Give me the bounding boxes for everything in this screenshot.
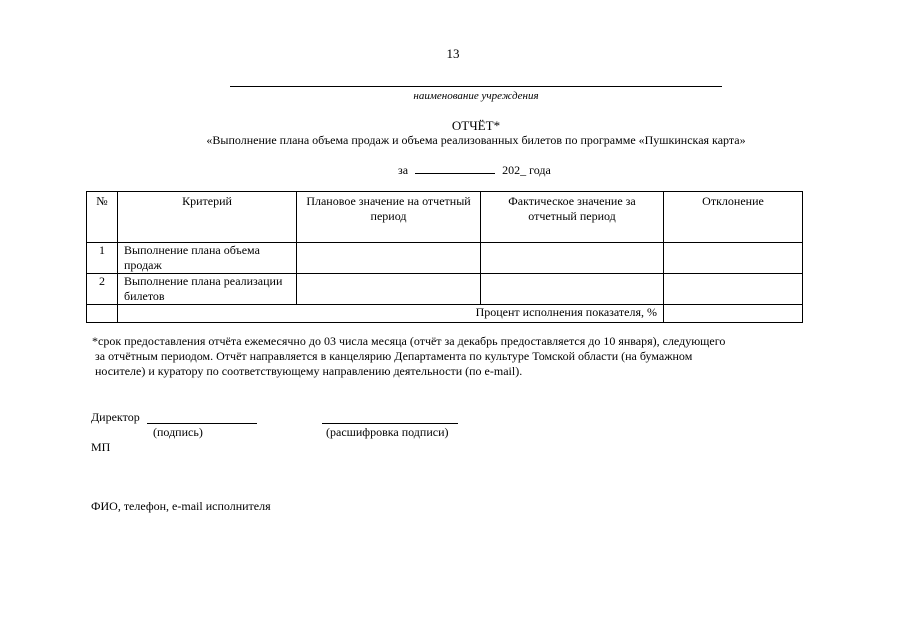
planned-value-cell — [297, 243, 481, 274]
report-table — [86, 191, 803, 323]
institution-caption: наименование учреждения — [413, 90, 539, 102]
page-number: 13 — [446, 46, 460, 61]
period-prefix: за — [398, 163, 409, 177]
institution-name-line — [230, 86, 722, 87]
table-row — [87, 243, 803, 274]
row-number: 1 — [87, 243, 118, 274]
planned-value-cell — [297, 274, 481, 305]
row-criterion: Выполнение плана объема продаж — [118, 243, 297, 274]
director-label: Директор — [91, 410, 140, 424]
deviation-cell — [664, 274, 803, 305]
total-spacer-cell — [87, 305, 118, 323]
header-criterion: Критерий — [118, 192, 297, 243]
report-title: ОТЧЁТ* — [451, 118, 501, 133]
deviation-cell — [664, 243, 803, 274]
header-number: № — [87, 192, 118, 243]
actual-value-cell — [481, 243, 664, 274]
row-criterion: Выполнение плана реализации билетов — [118, 274, 297, 305]
report-subtitle: «Выполнение плана объема продаж и объема реализованных билетов по программе «Пушкинская карта» — [206, 133, 746, 147]
total-label: Процент исполнения показателя, % — [118, 305, 664, 323]
header-planned-value: Плановое значение на отчетный период — [297, 192, 481, 243]
table-total-row — [87, 305, 803, 323]
footnote-line: носителе) и куратору по соответствующему направлению деятельности (по e-mail). — [95, 364, 523, 378]
signature-caption: (подпись) — [153, 425, 203, 439]
row-number: 2 — [87, 274, 118, 305]
footnote-line: *срок предоставления отчёта ежемесячно до 03 числа месяца (отчёт за декабрь предоставляется до 10 января), следующего — [92, 334, 726, 348]
table-row — [87, 274, 803, 305]
footnote — [92, 334, 792, 379]
actual-value-cell — [481, 274, 664, 305]
total-value-cell — [664, 305, 803, 323]
stamp-label: МП — [91, 440, 111, 454]
period-year: 202_ года — [502, 163, 551, 177]
period-blank-line — [415, 163, 495, 174]
footnote-line: за отчётным периодом. Отчёт направляется в канцелярию Департамента по культуре Томской области (на бумажном — [95, 349, 693, 363]
report-period — [398, 163, 551, 178]
signature-line — [147, 423, 257, 424]
header-deviation: Отклонение — [664, 192, 803, 243]
table-header-row — [87, 192, 803, 243]
decoding-caption: (расшифровка подписи) — [326, 425, 449, 439]
header-actual-value: Фактическое значение за отчетный период — [481, 192, 664, 243]
executor-label: ФИО, телефон, e-mail исполнителя — [91, 499, 271, 513]
decoding-line — [322, 423, 458, 424]
